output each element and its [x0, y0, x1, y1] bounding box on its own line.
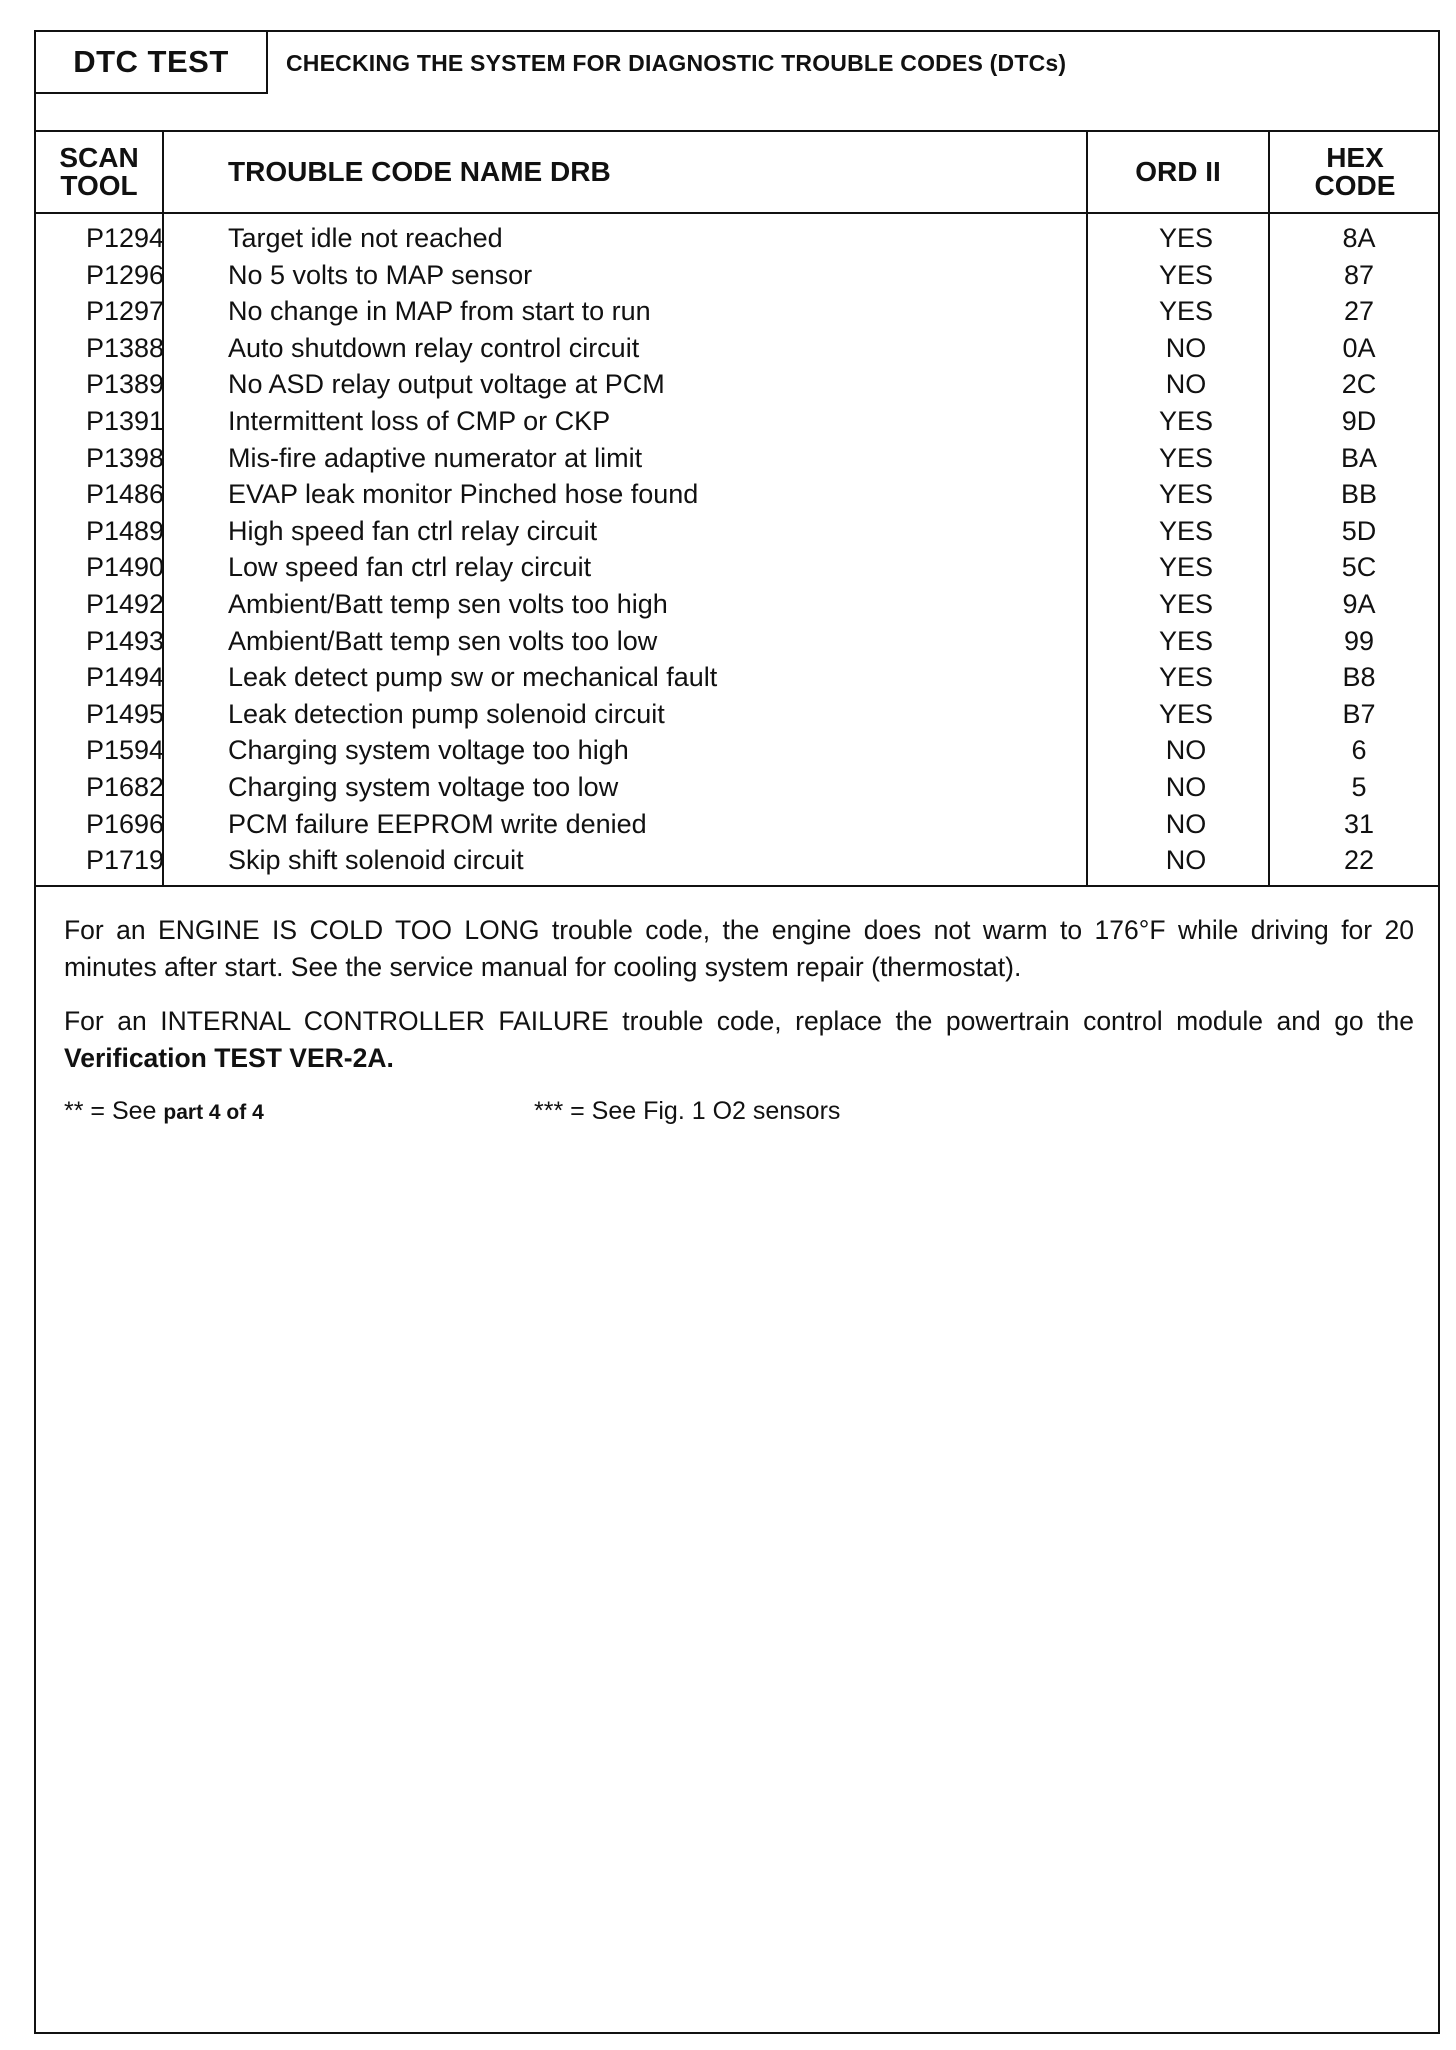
row-hex: 87 [1343, 259, 1375, 290]
footnote-part-ref: part 4 of 4 [163, 1101, 264, 1125]
row-hex: 6 [1351, 735, 1367, 766]
col-header-scan-tool: SCAN TOOL [59, 142, 139, 201]
row-hex: B7 [1342, 698, 1376, 729]
row-code: P1490 [85, 552, 165, 583]
footnote-triple-star: *** = See Fig. 1 O2 sensors [534, 1097, 841, 1126]
row-name: Target idle not reached [228, 223, 503, 253]
row-name: Intermittent loss of CMP or CKP [228, 405, 611, 436]
row-hex: B8 [1342, 662, 1376, 693]
table-row [36, 220, 1438, 257]
row-code: P1391 [85, 405, 165, 436]
footnote-double-star [64, 1094, 264, 1129]
row-code: P1486 [85, 479, 165, 510]
row-name: Auto shutdown relay control circuit [228, 332, 640, 363]
table-row [36, 659, 1438, 696]
row-code: P1388 [85, 332, 165, 363]
row-hex: 22 [1343, 845, 1375, 876]
row-ord: NO [1165, 845, 1207, 876]
col-header-name: TROUBLE CODE NAME DRB [228, 156, 611, 187]
row-code: P1494 [85, 662, 165, 693]
row-hex: 5D [1341, 515, 1377, 546]
row-hex: 2C [1341, 369, 1377, 400]
note-internal-text: For an INTERNAL CONTROLLER FAILURE trouble code, replace the powertrain control module and go the [64, 1006, 1414, 1037]
row-name: Leak detect pump sw or mechanical fault [228, 662, 718, 693]
row-name: Ambient/Batt temp sen volts too high [228, 588, 668, 619]
row-hex: BA [1340, 442, 1378, 473]
row-ord: YES [1158, 552, 1214, 583]
document-frame [34, 30, 1440, 2034]
table-row [36, 293, 1438, 330]
table-row [36, 769, 1438, 806]
row-code: P1594 [85, 735, 165, 766]
row-name: No ASD relay output voltage at PCM [228, 369, 665, 400]
row-name: PCM failure EEPROM write denied [228, 808, 647, 839]
row-name: Skip shift solenoid circuit [228, 845, 524, 876]
row-ord: NO [1165, 735, 1207, 766]
row-ord: YES [1158, 698, 1214, 729]
row-hex: 8A [1342, 223, 1376, 253]
test-label: DTC TEST [36, 32, 268, 94]
row-code: P1696 [85, 808, 165, 839]
row-ord: YES [1158, 515, 1214, 546]
row-code: P1398 [85, 442, 165, 473]
table-row [36, 623, 1438, 660]
table-row [36, 549, 1438, 586]
row-ord: YES [1158, 479, 1214, 510]
row-code: P1493 [85, 625, 165, 656]
row-hex: 9A [1342, 588, 1376, 619]
row-code: P1389 [85, 369, 165, 400]
footnote-double-star-text: ** = See [64, 1097, 164, 1126]
row-ord: NO [1165, 332, 1207, 363]
row-ord: YES [1158, 442, 1214, 473]
note-engine-cold: For an ENGINE IS COLD TOO LONG trouble code, the engine does not warm to 176°F while driving for 20 minutes after start. See the service manual for cooling system repair (thermostat). [64, 915, 1414, 982]
table-row [36, 696, 1438, 733]
row-ord: YES [1158, 296, 1214, 327]
table-row [36, 366, 1438, 403]
row-hex: 5C [1341, 552, 1377, 583]
row-hex: 9D [1341, 405, 1377, 436]
row-ord: YES [1158, 662, 1214, 693]
col-header-ord: ORD II [1135, 156, 1221, 187]
row-code: P1296 [85, 259, 165, 290]
row-ord: NO [1165, 369, 1207, 400]
row-code: P1719 [85, 845, 165, 876]
table-row [36, 513, 1438, 550]
row-name: Low speed fan ctrl relay circuit [228, 552, 592, 583]
table-row [36, 476, 1438, 513]
row-hex: 31 [1343, 808, 1375, 839]
note-internal-failure [64, 1003, 1414, 1076]
verification-test-ref: Verification TEST VER-2A. [64, 1042, 394, 1073]
row-hex: BB [1340, 479, 1378, 510]
row-name: Ambient/Batt temp sen volts too low [228, 625, 658, 656]
row-code: P1297 [85, 296, 165, 327]
row-code: P1489 [85, 515, 165, 546]
row-hex: 99 [1343, 625, 1375, 656]
dtc-table [36, 132, 1438, 887]
row-ord: YES [1158, 405, 1214, 436]
row-name: High speed fan ctrl relay circuit [228, 515, 598, 546]
row-code: P1294 [85, 223, 165, 253]
table-row [36, 586, 1438, 623]
table-row [36, 806, 1438, 843]
row-name: Charging system voltage too low [228, 771, 619, 802]
footnotes [64, 1094, 1414, 1134]
row-name: EVAP leak monitor Pinched hose found [228, 479, 699, 510]
col-header-hex: HEX CODE [1314, 142, 1396, 201]
table-body [36, 214, 1438, 885]
table-row [36, 403, 1438, 440]
row-code: P1492 [85, 588, 165, 619]
header [36, 32, 1438, 132]
row-code: P1682 [85, 771, 165, 802]
table-row [36, 330, 1438, 367]
row-ord: YES [1158, 588, 1214, 619]
page-title: CHECKING THE SYSTEM FOR DIAGNOSTIC TROUBLE CODES (DTCs) [286, 49, 1067, 76]
row-name: Charging system voltage too high [228, 735, 629, 766]
row-ord: YES [1158, 259, 1214, 290]
row-hex: 5 [1351, 771, 1367, 802]
row-hex: 0A [1342, 332, 1376, 363]
table-row [36, 842, 1438, 879]
row-ord: NO [1165, 808, 1207, 839]
table-row [36, 440, 1438, 477]
row-name: Leak detection pump solenoid circuit [228, 698, 665, 729]
row-name: Mis-fire adaptive numerator at limit [228, 442, 643, 473]
table-row [36, 257, 1438, 294]
row-ord: NO [1165, 771, 1207, 802]
row-ord: YES [1158, 223, 1214, 253]
row-name: No 5 volts to MAP sensor [228, 259, 533, 290]
row-hex: 27 [1343, 296, 1375, 327]
row-name: No change in MAP from start to run [228, 296, 651, 327]
row-code: P1495 [85, 698, 165, 729]
table-header [36, 132, 1438, 214]
notes-section [64, 912, 1414, 1134]
row-ord: YES [1158, 625, 1214, 656]
table-row [36, 732, 1438, 769]
